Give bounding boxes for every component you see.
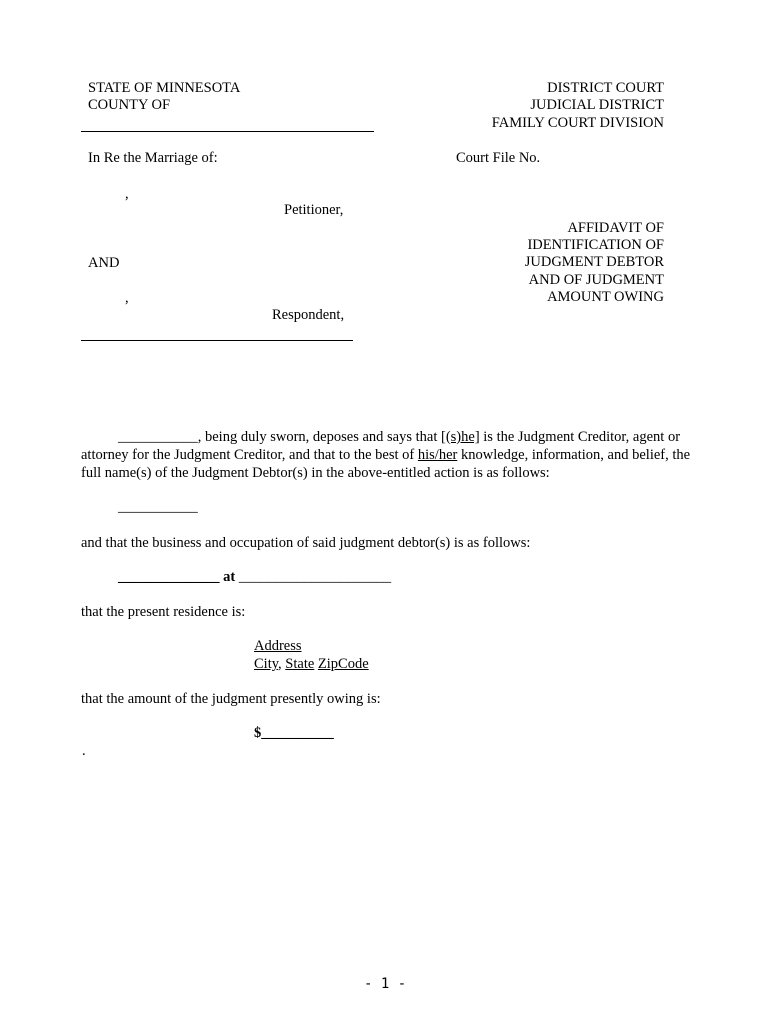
- header-divider: [81, 131, 374, 132]
- document-title-line-3: JUDGMENT DEBTOR: [524, 254, 664, 270]
- trailing-period: .: [82, 743, 86, 759]
- affiant-name-blank: ___________: [118, 429, 198, 445]
- pronoun-field: [(s)he]: [441, 429, 480, 445]
- court-file-label: Court File No.: [456, 150, 541, 166]
- and-label: AND: [88, 255, 120, 271]
- zip-field: ZipCode: [317, 656, 369, 672]
- debtor-name-blank: ___________: [118, 499, 198, 515]
- district-label: JUDICIAL DISTRICT: [530, 97, 664, 113]
- respondent-label: Respondent,: [272, 307, 345, 323]
- document-title-line-2: IDENTIFICATION OF: [527, 237, 664, 253]
- document-title-line-4: AND OF JUDGMENT: [528, 272, 664, 288]
- county-label: COUNTY OF: [88, 97, 171, 113]
- city-field: City: [254, 656, 279, 672]
- respondent-name-comma: ,: [125, 290, 129, 306]
- occupation-at: at: [223, 569, 236, 585]
- caption-divider: [81, 340, 353, 341]
- employer-blank: _____________________: [238, 569, 392, 585]
- occupation-line: [118, 568, 391, 586]
- petitioner-name-comma: ,: [125, 186, 129, 202]
- occupation-statement: and that the business and occupation of said judgment debtor(s) is as follows:: [81, 535, 531, 551]
- document-title-line-5: AMOUNT OWING: [547, 289, 664, 305]
- possessive-field: his/her: [417, 447, 458, 463]
- amount-statement: that the amount of the judgment presently owing is:: [81, 691, 381, 707]
- affiant-statement: ___________, being duly sworn, deposes and says that [(s)he] is the Judgment Creditor, agent or attorney for the Judgment Creditor, and that to the best of his/her knowledge, information, and belief, the full name(s) of the Judgment Debtor(s) in the above-entitled action is as follows:: [81, 429, 691, 481]
- state-label: STATE OF MINNESOTA: [88, 80, 241, 96]
- page-number: - 1 -: [364, 976, 407, 992]
- amount-blank: $__________: [254, 725, 334, 741]
- division-label: FAMILY COURT DIVISION: [491, 115, 664, 131]
- document-title-line-1: AFFIDAVIT OF: [567, 220, 664, 236]
- residence-statement: that the present residence is:: [81, 604, 246, 620]
- petitioner-label: Petitioner,: [284, 202, 344, 218]
- city-state-zip-line: City, State ZipCode: [254, 656, 369, 672]
- state-field: State: [285, 656, 315, 672]
- address-field: Address: [254, 638, 302, 654]
- court-label: DISTRICT COURT: [547, 80, 664, 96]
- in-re-label: In Re the Marriage of:: [88, 150, 218, 166]
- occupation-blank: ______________: [118, 569, 220, 585]
